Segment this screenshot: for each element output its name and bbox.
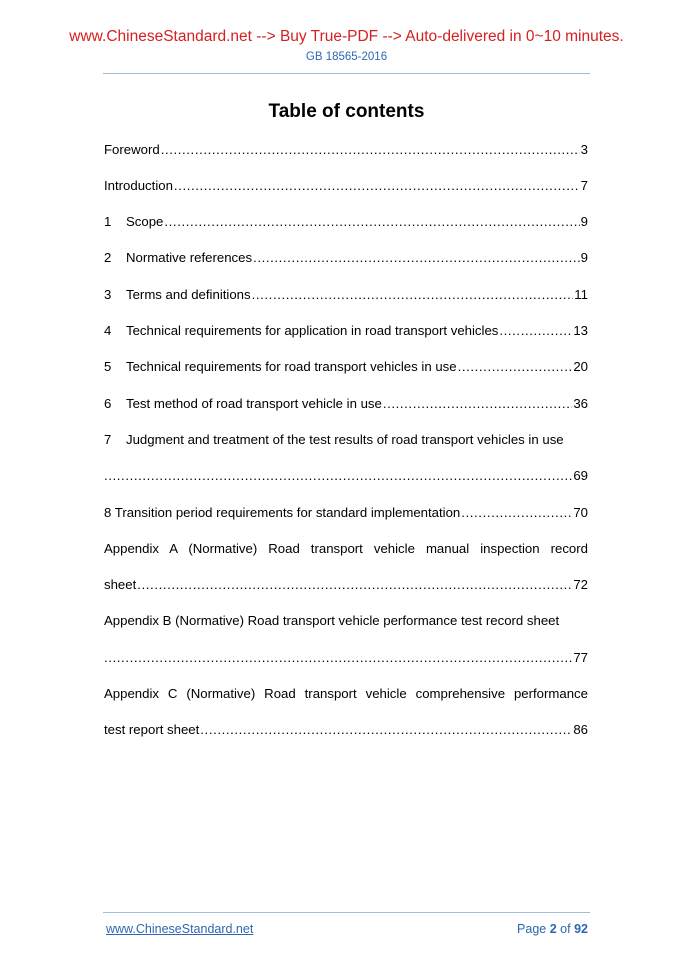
toc-entry-appendix-b[interactable]: [104, 612, 588, 630]
toc-entry-appendix-a-cont[interactable]: [104, 576, 588, 594]
toc-section-number: 1: [104, 214, 112, 229]
toc-entry-text: Foreword: [104, 142, 160, 157]
toc-entry-judgment[interactable]: [104, 431, 588, 449]
toc-entry-appendix-b-leader[interactable]: [104, 649, 588, 667]
toc-entry-foreword[interactable]: [104, 141, 588, 159]
toc-entry-appendix-c-cont[interactable]: [104, 721, 588, 739]
dot-leader: [104, 649, 572, 667]
dot-leader: [164, 213, 579, 231]
toc-entry-terms[interactable]: [104, 286, 588, 304]
dot-leader: [174, 177, 580, 195]
toc-page-number: 11: [574, 287, 588, 302]
total-pages: 92: [574, 922, 588, 936]
toc-page-number: 7: [580, 178, 588, 193]
toc-page-number: 77: [573, 650, 588, 665]
toc-entry-test-method[interactable]: [104, 395, 588, 413]
toc-entry-application-requirements[interactable]: [104, 322, 588, 340]
toc-page-number: 9: [580, 214, 588, 229]
toc-page-number: 36: [573, 396, 588, 411]
toc-entry-text: Test method of road transport vehicle in use: [126, 396, 382, 411]
toc-entry-text: Terms and definitions: [126, 287, 251, 302]
toc-entry-text: Normative references: [126, 250, 253, 265]
toc-section-number: 4: [104, 323, 112, 338]
toc-page-number: 86: [573, 722, 588, 737]
dot-leader: [461, 504, 572, 522]
toc-entry-text: 8 Transition period requirements for standard implementation: [104, 505, 461, 520]
toc-section-number: 5: [104, 359, 112, 374]
toc-page-number: 70: [573, 505, 588, 520]
toc-entry-scope[interactable]: [104, 213, 588, 231]
toc-entry-text: Appendix A (Normative) Road transport vehicle manual inspection record: [104, 541, 588, 556]
footer-page-indicator: [500, 922, 588, 936]
toc-entry-judgment-leader[interactable]: [104, 467, 588, 485]
toc-entry-text: Scope: [126, 214, 164, 229]
toc-entry-transition-period[interactable]: [104, 504, 588, 522]
dot-leader: [383, 395, 572, 413]
toc-entry-text-continued: sheet: [104, 577, 137, 592]
header-divider: [103, 73, 590, 74]
toc-page-number: 3: [580, 142, 588, 157]
footer-site-link[interactable]: www.ChineseStandard.net: [106, 922, 254, 936]
toc-entry-text: Technical requirements for application in road transport vehicles: [126, 323, 499, 338]
dot-leader: [252, 286, 574, 304]
dot-leader: [161, 141, 580, 159]
footer-divider: [103, 912, 590, 913]
page-title: Table of contents: [268, 101, 425, 122]
standard-code: GB 18565-2016: [305, 51, 388, 63]
page-of: of: [560, 922, 571, 936]
toc-section-number: 2: [104, 250, 112, 265]
toc-section-number: 7: [104, 432, 112, 447]
toc-entry-text: Judgment and treatment of the test results of road transport vehicles in use: [126, 432, 564, 447]
toc-page-number: 9: [580, 250, 588, 265]
toc-entry-appendix-c[interactable]: [104, 685, 588, 703]
dot-leader: [104, 467, 572, 485]
dot-leader: [200, 721, 572, 739]
toc-entry-text-continued: test report sheet: [104, 722, 200, 737]
page-word: Page: [517, 922, 547, 936]
toc-entry-in-use-requirements[interactable]: [104, 358, 588, 376]
top-banner[interactable]: www.ChineseStandard.net --> Buy True-PDF --> Auto-delivered in 0~10 minutes.: [69, 28, 624, 45]
toc-entry-text: Introduction: [104, 178, 173, 193]
dot-leader: [253, 249, 580, 267]
dot-leader: [499, 322, 572, 340]
dot-leader: [458, 358, 573, 376]
toc-entry-text: Appendix C (Normative) Road transport vehicle comprehensive performance: [104, 686, 588, 701]
toc-section-number: 6: [104, 396, 112, 411]
toc-page-number: 13: [573, 323, 588, 338]
toc-page-number: 20: [573, 359, 588, 374]
toc-page-number: 72: [573, 577, 588, 592]
toc-entry-appendix-a[interactable]: [104, 540, 588, 558]
toc-page-number: 69: [573, 468, 588, 483]
toc-section-number: 3: [104, 287, 112, 302]
toc-entry-text: Appendix B (Normative) Road transport vehicle performance test record sheet: [104, 613, 560, 628]
dot-leader: [137, 576, 572, 594]
current-page: 2: [549, 922, 557, 936]
toc-entry-normative-references[interactable]: [104, 249, 588, 267]
toc-entry-text: Technical requirements for road transport vehicles in use: [126, 359, 457, 374]
toc-entry-introduction[interactable]: [104, 177, 588, 195]
